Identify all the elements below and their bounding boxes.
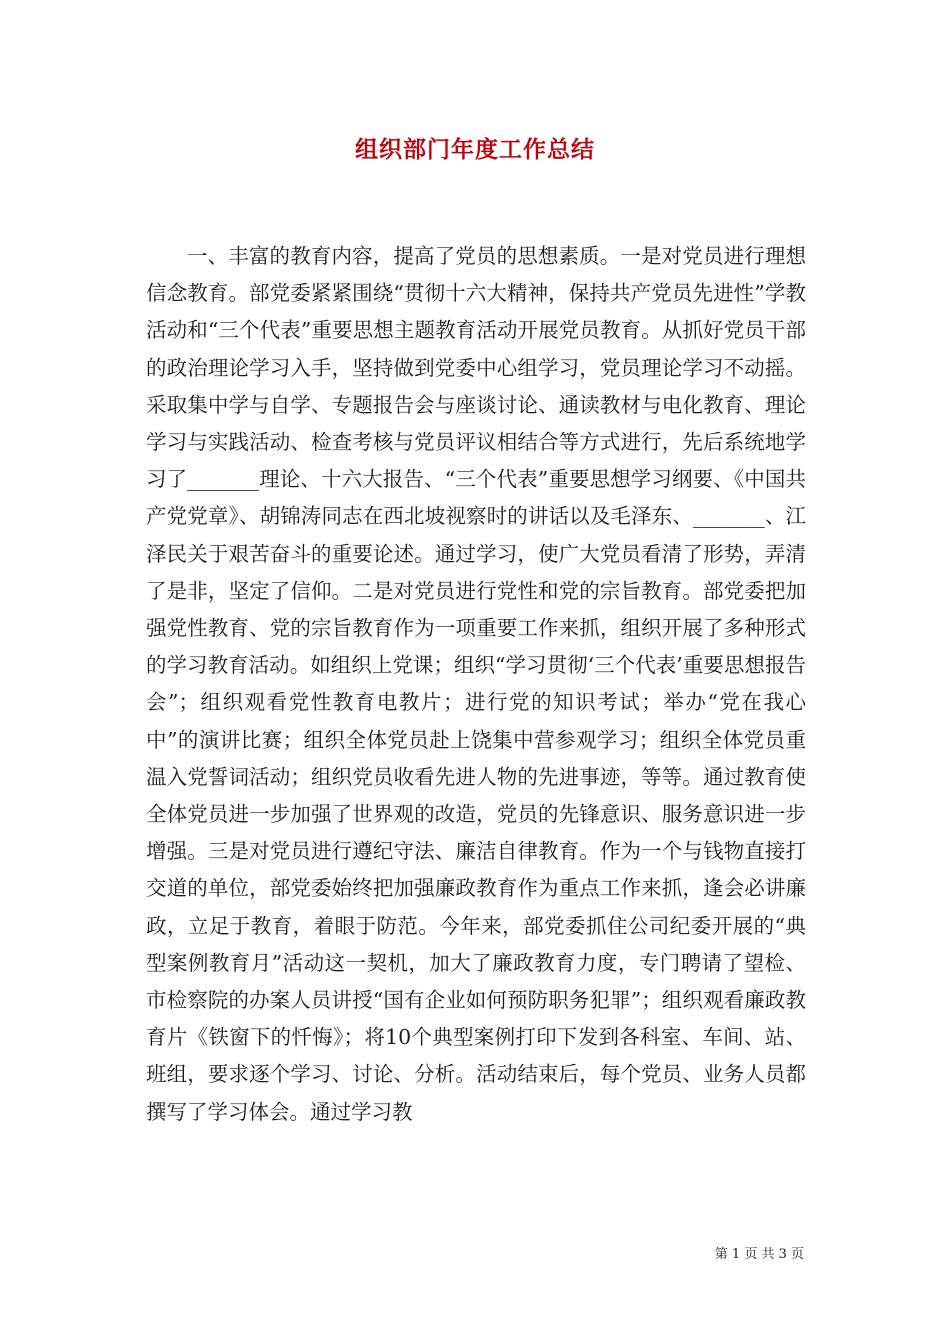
page-number-footer: 第 1 页 共 3 页 (714, 1247, 804, 1262)
document-title: 组织部门年度工作总结 (355, 137, 595, 163)
body-paragraph: 一、丰富的教育内容，提高了党员的思想素质。一是对党员进行理想信念教育。部党委紧紧围绕“贯彻十六大精神，保持共产党员先进性”学教活动和“三个代表”重要思想主题教育活动开展党员教育。从抓好党员干部的政治理论学习入手，坚持做到党委中心组学习，党员理论学习不动摇。采取集中学与自学、专题报告会与座谈讨论、通读教材与电化教育、理论学习与实践活动、检查考核与党员评议相结合等方式进行，先后系统地学习了_______理论、十六大报告、“三个代表”重要思想学习纲要、《中国共产党党章》、胡锦涛同志在西北坡视察时的讲话以及毛泽东、_______、江泽民关于艰苦奋斗的重要论述。通过学习，使广大党员看清了形势，弄清了是非，坚定了信仰。二是对党员进行党性和党的宗旨教育。部党委把加强党性教育、党的宗旨教育作为一项重要工作来抓，组织开展了多种形式的学习教育活动。如组织上党课；组织“学习贯彻‘三个代表’重要思想报告会”；组织观看党性教育电教片；进行党的知识考试；举办“党在我心中”的演讲比赛；组织全体党员赴上饶集中营参观学习；组织全体党员重温入党誓词活动；组织党员收看先进人物的先进事迹，等等。通过教育使全体党员进一步加强了世界观的改造，党员的先锋意识、服务意识进一步增强。三是对党员进行遵纪守法、廉洁自律教育。作为一个与钱物直接打交道的单位，部党委始终把加强廉政教育作为重点工作来抓，逢会必讲廉政，立足于教育，着眼于防范。今年来，部党委抓住公司纪委开展的“典型案例教育月”活动这一契机，加大了廉政教育力度，专门聘请了望检、市检察院的办案人员讲授“国有企业如何预防职务犯罪”；组织观看廉政教育片《铁窗下的忏悔》；将10个典型案例打印下发到各科室、车间、站、班组，要求逐个学习、讨论、分析。活动结束后，每个党员、业务人员都撰写了学习体会。通过学习教 (146, 244, 806, 1124)
